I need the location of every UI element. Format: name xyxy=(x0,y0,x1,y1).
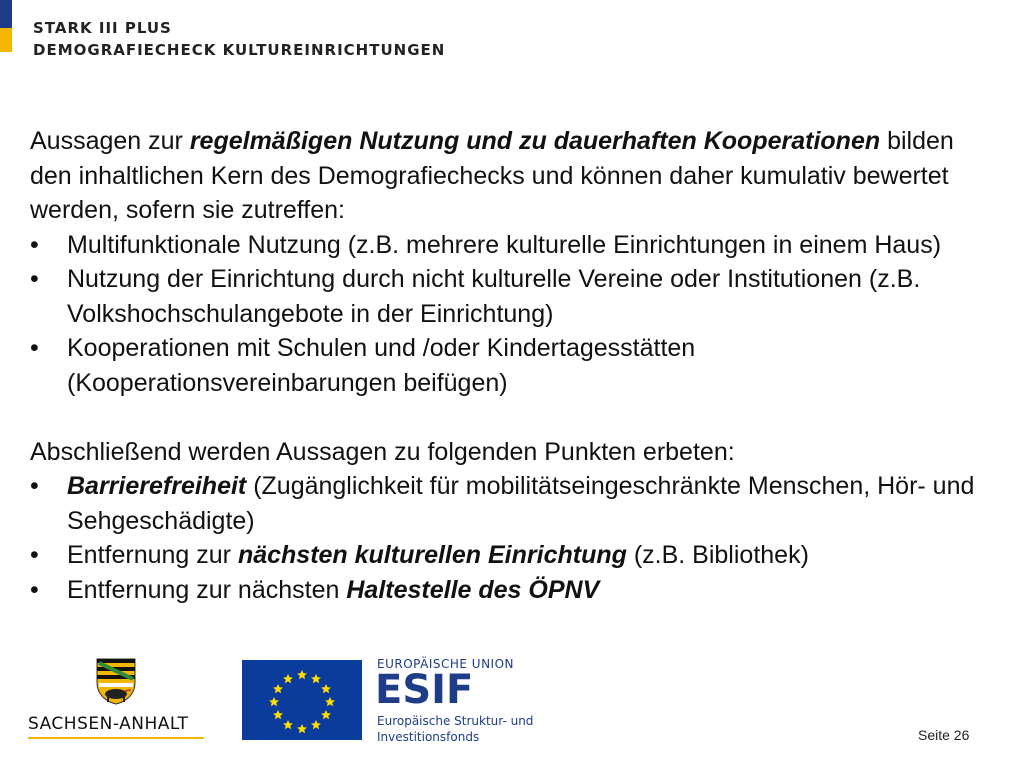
list-item xyxy=(30,469,990,538)
requested-info-list xyxy=(30,469,990,607)
item-emphasis: Barrierefreiheit xyxy=(67,472,247,500)
header-title: STARK III PLUS xyxy=(33,19,172,37)
item-emphasis: Haltestelle des ÖPNV xyxy=(346,575,600,604)
spacer xyxy=(30,400,990,435)
item-text: Entfernung zur nächsten xyxy=(67,575,347,604)
item-text: (z.B. Bibliothek) xyxy=(626,541,809,569)
header-subtitle: DEMOGRAFIECHECK KULTUREINRICHTUNGEN xyxy=(33,41,446,59)
page-number: Seite 26 xyxy=(918,727,970,743)
list-item xyxy=(30,573,990,608)
esif-title: ESIF xyxy=(375,667,474,713)
esif-subtitle-line: Investitionsfonds xyxy=(377,730,480,744)
esif-subtitle-line: Europäische Struktur- und xyxy=(377,714,534,728)
intro-text-end: bilden den inhaltlichen Kern des Demografiechecks und können daher kumulativ bewertet werden, sofern sie zutreffen: xyxy=(30,127,954,224)
state-name: SACHSEN-ANHALT xyxy=(28,714,189,734)
esif-subtitle xyxy=(377,713,547,745)
state-name-underline xyxy=(28,737,204,739)
item-text: Entfernung zur xyxy=(67,541,238,569)
closing-paragraph: Abschließend werden Aussagen zu folgenden Punkten erbeten: xyxy=(30,437,735,466)
esif-logo xyxy=(377,657,577,747)
coat-of-arms-icon xyxy=(95,657,137,705)
intro-text-start: Aussagen zur xyxy=(30,127,190,155)
list-item: • Nutzung der Einrichtung durch nicht kulturelle Vereine oder Institutionen (z.B. Volkshochschulangebote in der Einrichtung) xyxy=(30,262,990,331)
sachsen-anhalt-logo xyxy=(28,657,206,742)
list-item: • Multifunktionale Nutzung (z.B. mehrere kulturelle Einrichtungen in einem Haus) xyxy=(30,228,990,263)
eu-flag-icon xyxy=(242,660,362,740)
intro-paragraph xyxy=(30,124,990,228)
intro-emphasis: regelmäßigen Nutzung und zu dauerhaften Kooperationen xyxy=(189,127,881,155)
eu-label: EUROPÄISCHE UNION xyxy=(377,657,515,671)
eu-stars xyxy=(242,660,362,740)
usage-criteria-list xyxy=(30,228,990,401)
item-text: (Zugänglichkeit für mobilitätseingeschränkte Menschen, Hör- und Sehgeschädigte) xyxy=(67,472,975,535)
item-emphasis: nächsten kulturellen Einrichtung xyxy=(237,541,627,569)
slide-header xyxy=(33,17,445,61)
list-item xyxy=(30,538,990,573)
accent-bar xyxy=(0,0,12,52)
accent-bar-yellow xyxy=(0,28,12,52)
accent-bar-blue xyxy=(0,0,12,28)
slide-body xyxy=(30,124,990,607)
list-item: • Kooperationen mit Schulen und /oder Kindertagesstätten (Kooperationsvereinbarungen beifügen) xyxy=(30,331,990,400)
